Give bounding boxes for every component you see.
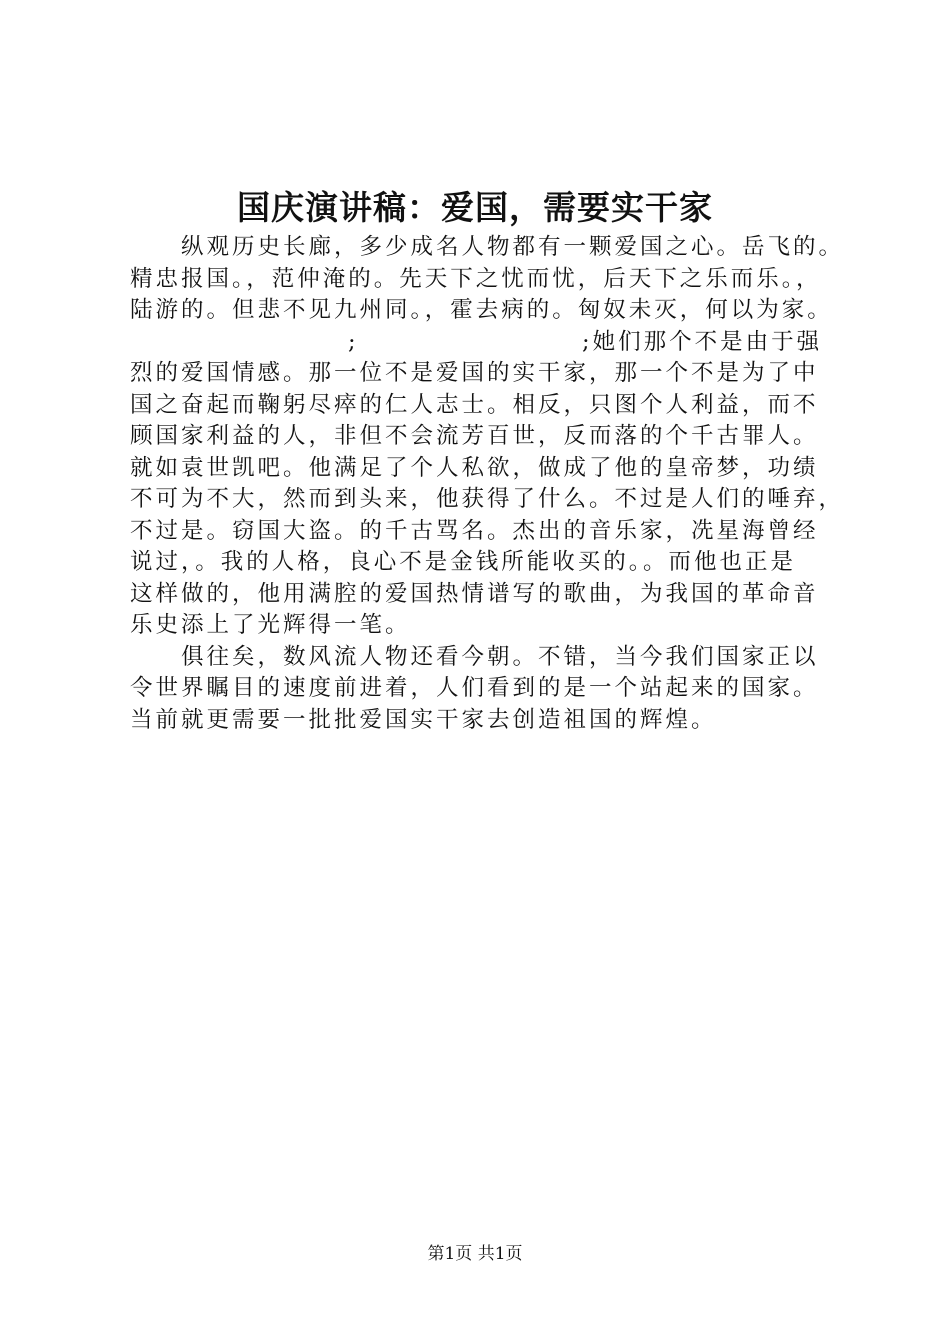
text-fragment: ; bbox=[348, 328, 359, 355]
text-line: 国之奋起而鞠躬尽瘁的仁人志士。相反，只图个人利益，而不 bbox=[130, 391, 819, 418]
document-title: 国庆演讲稿：爱国，需要实干家 bbox=[237, 188, 713, 227]
text-fragment: ;她们那个不是由于强 bbox=[582, 328, 823, 355]
text-line: 不可为不大，然而到头来，他获得了什么。不过是人们的唾弃， bbox=[130, 486, 845, 512]
text-line: 令世界瞩目的速度前进着，人们看到的是一个站起来的国家。 bbox=[130, 675, 819, 701]
document-body bbox=[130, 232, 845, 736]
text-line: 乐史添上了光辉得一笔。 bbox=[130, 612, 411, 638]
text-line: 精忠报国。，范仲淹的。先天下之忧而忧，后天下之乐而乐。， bbox=[130, 265, 822, 292]
text-line: 当前就更需要一批批爱国实干家去创造祖国的辉煌。 bbox=[130, 706, 717, 733]
text-line: 就如袁世凯吧。他满足了个人私欲，做成了他的皇帝梦，功绩 bbox=[130, 454, 819, 481]
text-line: 陆游的。但悲不见九州同。，霍去病的。匈奴未灭，何以为家。 bbox=[130, 297, 833, 323]
text-line: 烈的爱国情感。那一位不是爱国的实干家，那一个不是为了中 bbox=[130, 360, 819, 386]
text-line: 说过，。我的人格，良心不是金钱所能收买的。。而他也正是 bbox=[130, 549, 797, 575]
text-line-with-gap bbox=[130, 327, 838, 359]
text-line: 纵观历史长廊，多少成名人物都有一颗爱国之心。岳飞的。 bbox=[181, 234, 845, 260]
text-line: 不过是。窃国大盗。的千古骂名。杰出的音乐家，冼星海曾经 bbox=[130, 517, 819, 544]
text-line: 顾国家利益的人，非但不会流芳百世，反而落的个千古罪人。 bbox=[130, 423, 819, 449]
page-footer: 第1页 共1页 bbox=[427, 1244, 523, 1264]
text-line: 俱往矣，数风流人物还看今朝。不错，当今我们国家正以 bbox=[181, 643, 819, 670]
text-line: 这样做的，他用满腔的爱国热情谱写的歌曲，为我国的革命音 bbox=[130, 580, 819, 607]
